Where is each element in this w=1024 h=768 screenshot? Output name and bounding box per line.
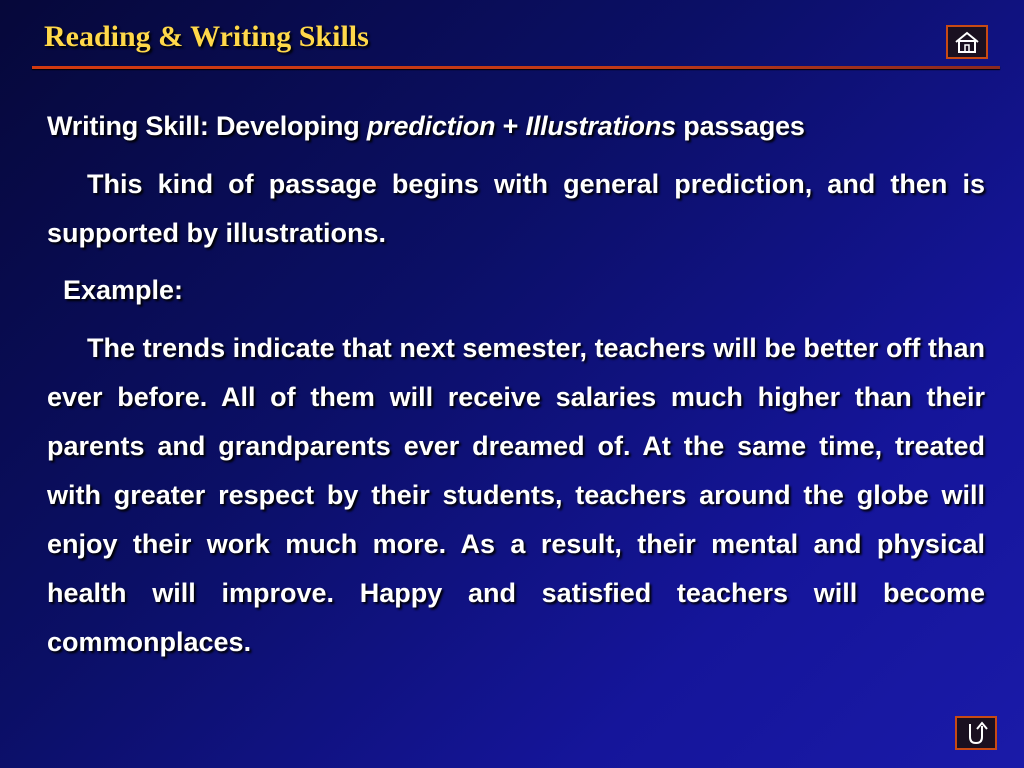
return-icon bbox=[961, 720, 991, 746]
example-label: Example: bbox=[63, 275, 184, 305]
return-button[interactable] bbox=[955, 716, 997, 750]
intro-paragraph: This kind of passage begins with general prediction, and then is supported by illustrations. bbox=[47, 169, 985, 248]
heading-prefix: Writing Skill: Developing bbox=[47, 111, 367, 141]
title-divider bbox=[32, 66, 1000, 69]
section-heading bbox=[47, 104, 985, 148]
heading-suffix: passages bbox=[675, 111, 805, 141]
home-button[interactable] bbox=[946, 25, 988, 59]
heading-emphasis-illustrations: Illustrations bbox=[525, 111, 676, 141]
heading-plus: + bbox=[495, 111, 526, 141]
heading-emphasis-prediction: prediction bbox=[366, 111, 496, 141]
home-icon bbox=[953, 30, 981, 54]
slide-content bbox=[47, 104, 985, 667]
slide-title: Reading & Writing Skills bbox=[44, 20, 369, 53]
example-paragraph: The trends indicate that next semester, teachers will be better off than ever before. All of them will receive salaries much higher than their parents and grandparents ever dreamed of. At the same time, treated with greater respect by their students, teachers around the globe will enjoy their work much more. As a result, their mental and physical health will improve. Happy and satisfied teachers will become commonplaces. bbox=[47, 333, 985, 657]
